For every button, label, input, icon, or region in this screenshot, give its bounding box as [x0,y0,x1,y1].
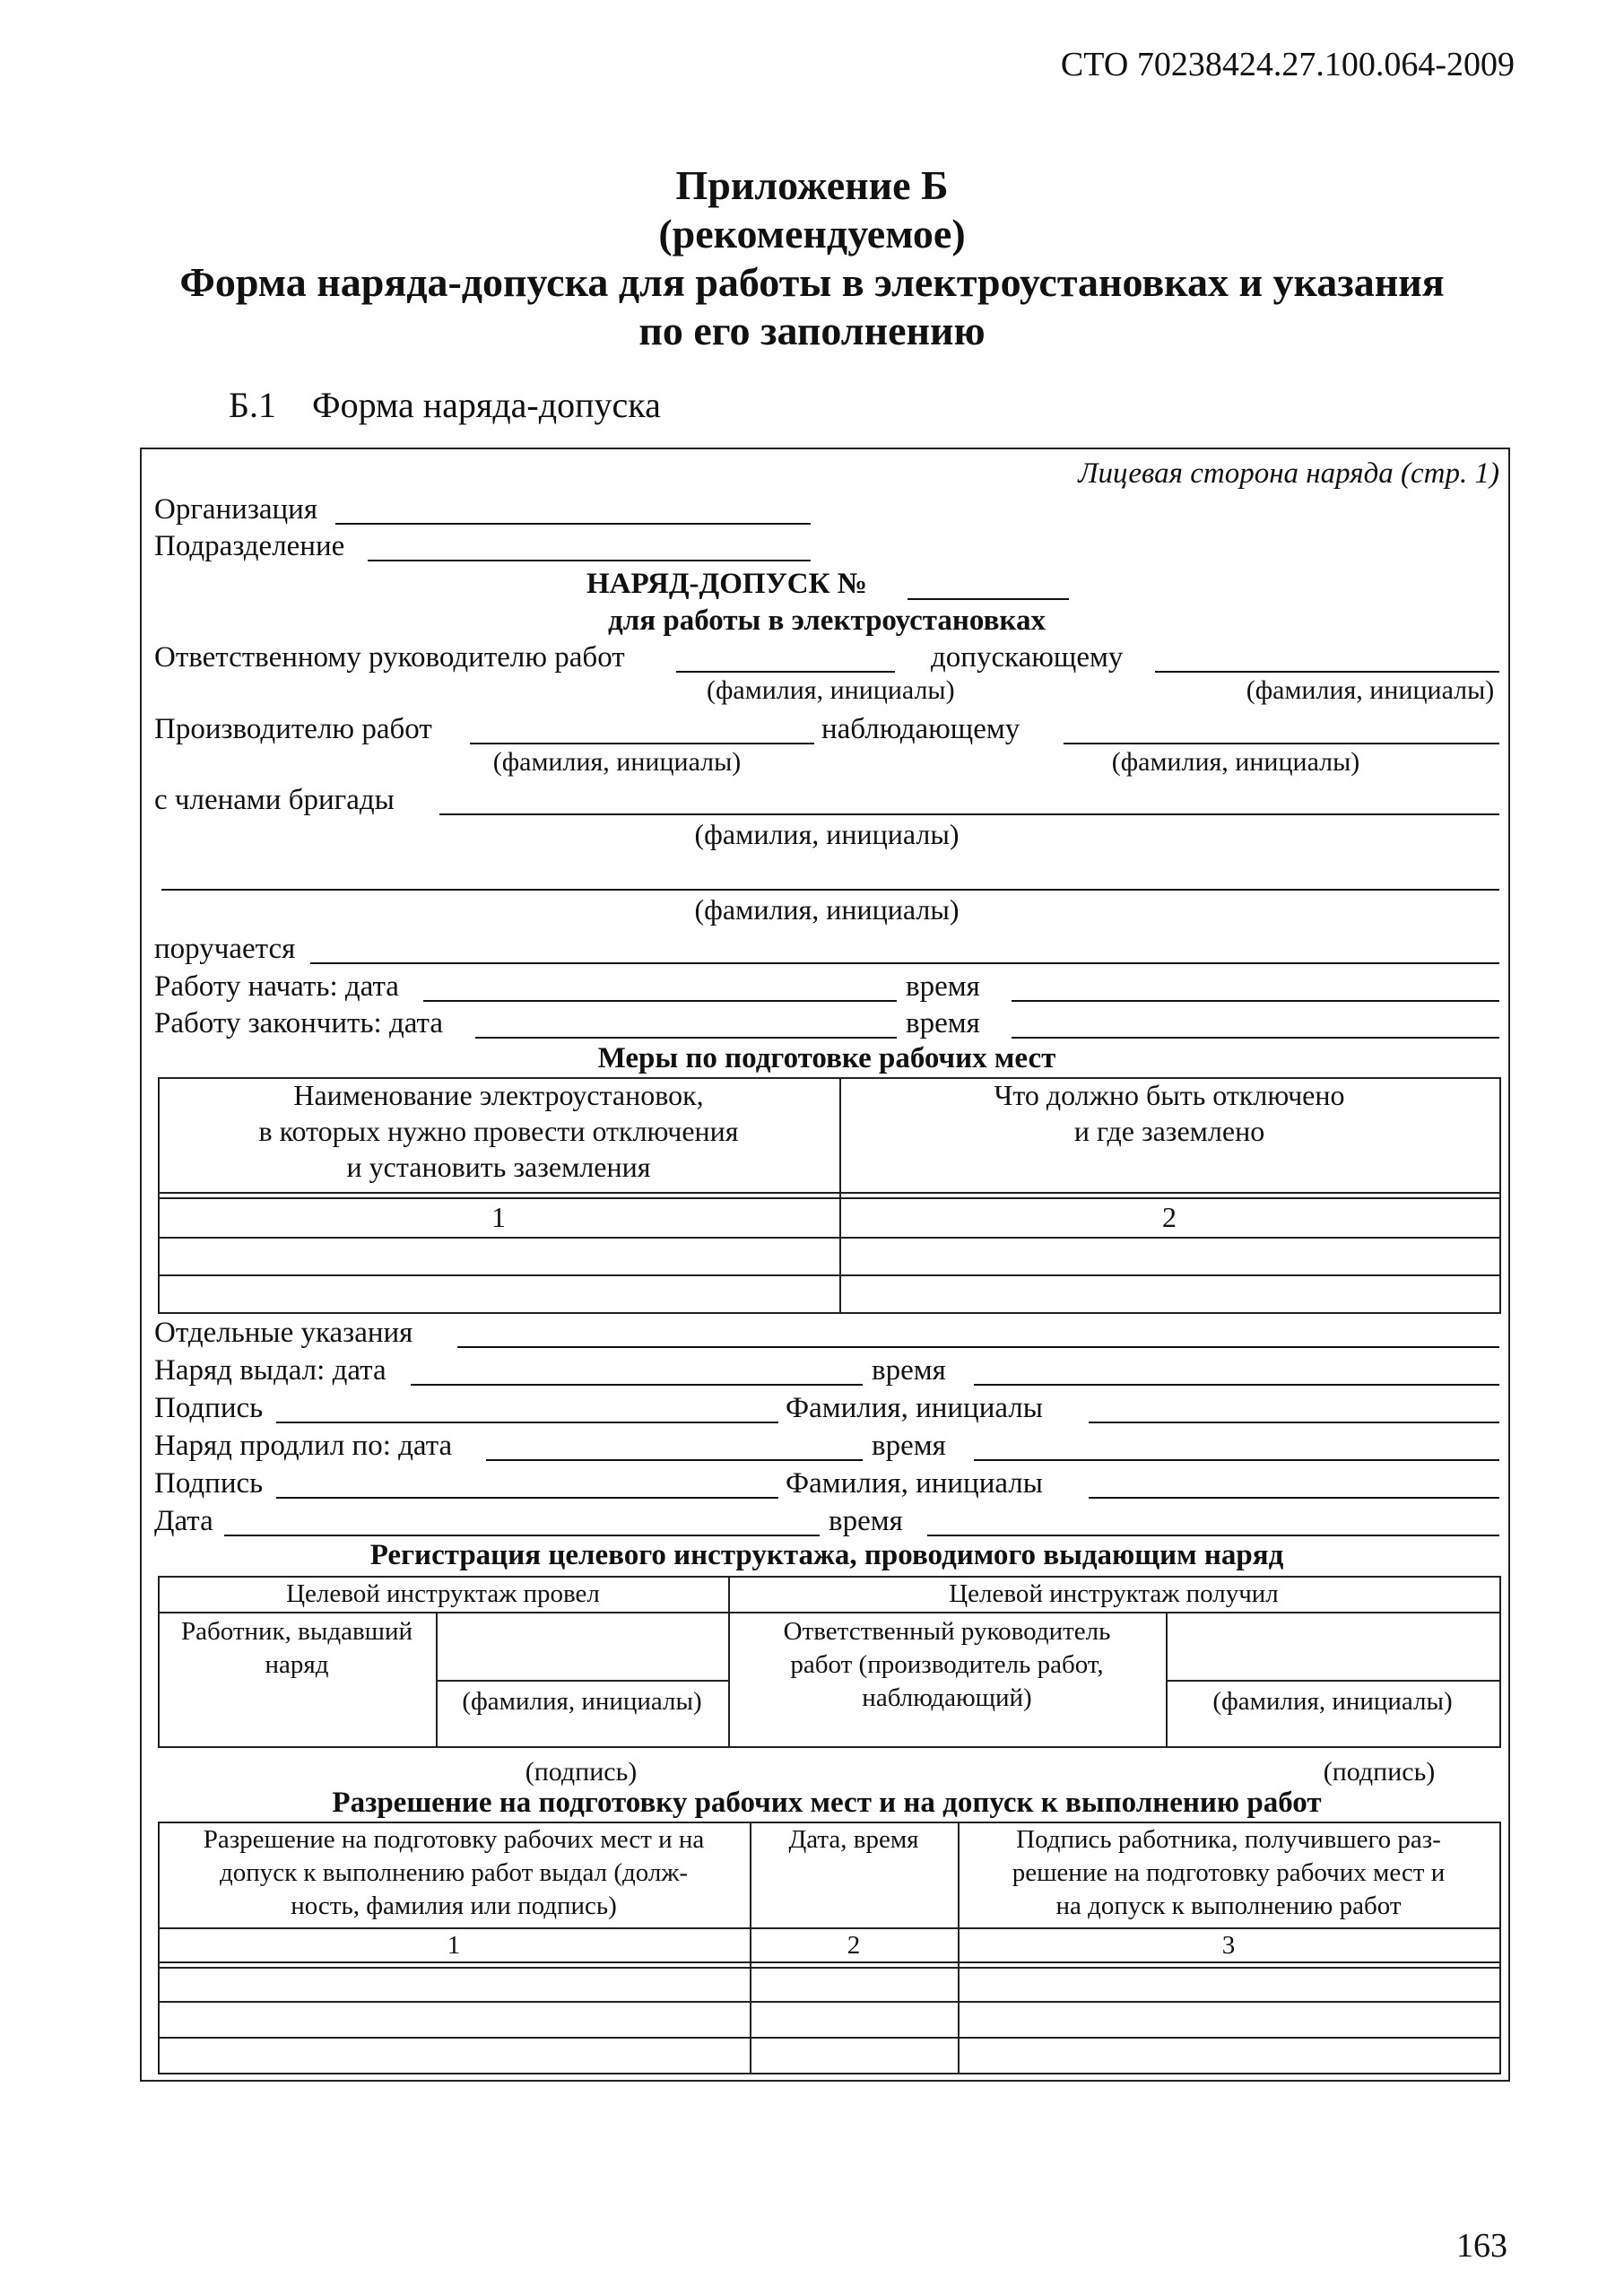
extended-date-field[interactable] [486,1459,863,1461]
measures-row-2-col2[interactable] [841,1276,1498,1310]
measures-table [158,1077,1501,1314]
measures-col1-header: Наименование электроустановок, в которых нужно провести отключения и установить заземления [258,1079,739,1183]
measures-row-2-col1[interactable] [160,1276,838,1310]
measures-title: Меры по подготовке рабочих мест [597,1042,1056,1074]
extended-name-label: Фамилия, инициалы [786,1467,1043,1500]
issued-name-label: Фамилия, инициалы [786,1392,1043,1424]
observer-field[interactable] [1064,743,1499,744]
assigned-field[interactable] [310,962,1499,964]
permission-col2-number: 2 [847,1931,861,1960]
permission-col1-header: Разрешение на подготовку рабочих мест и на допуск к выполнению работ выдал (долж- ность, фамилия или подпись) [203,1825,705,1920]
date-time-label: время [829,1505,903,1537]
start-time-field[interactable] [1012,1000,1499,1002]
extended-date-label: Наряд продлил по: дата [154,1430,453,1462]
special-instructions-field[interactable] [457,1346,1499,1348]
permission-row-3-col1[interactable] [160,2039,748,2071]
issued-date-field[interactable] [411,1384,863,1386]
issued-signature-label: Подпись [154,1392,264,1424]
permission-col2-header: Дата, время [788,1825,919,1854]
briefing-resp-signature-field[interactable] [1168,1613,1498,1678]
start-date-field[interactable] [423,1000,897,1002]
issued-time-label: время [872,1354,946,1387]
briefing-title: Регистрация целевого инструктажа, проводимого выдающим наряд [369,1539,1284,1571]
end-time-label: время [906,1007,980,1039]
crew-field-1[interactable] [439,813,1499,815]
assigned-label: поручается [154,933,296,965]
org-field[interactable] [335,523,811,525]
permission-row-3-col3[interactable] [960,2039,1498,2071]
permission-row-3-col2[interactable] [751,2039,956,2071]
date-field[interactable] [224,1535,820,1536]
special-instructions-label: Отдельные указания [154,1317,413,1349]
crew-label: с членами бригады [154,784,395,816]
briefing-conducted-header: Целевой инструктаж провел [286,1579,600,1608]
dept-label: Подразделение [154,530,345,562]
issued-date-label: Наряд выдал: дата [154,1354,386,1387]
title-line-1: Приложение Б [675,162,949,208]
extended-time-field[interactable] [974,1459,1499,1461]
title-line-3: Форма наряда-допуска для работы в электроустановках и указания [179,259,1445,305]
resp-manager-label: Ответственному руководителю работ [154,641,625,674]
briefing-issuer-fio-caption: (фамилия, инициалы) [462,1687,702,1716]
permit-number-field[interactable] [908,598,1069,600]
briefing-received-header: Целевой инструктаж получил [949,1579,1279,1608]
start-date-label: Работу начать: дата [154,970,399,1003]
section-heading [229,384,661,426]
extended-time-label: время [872,1430,946,1462]
permission-table [158,1822,1501,2074]
permission-col1-number: 1 [447,1931,461,1960]
measures-col1-number: 1 [491,1201,506,1233]
permission-row-2-col3[interactable] [960,2003,1498,2035]
fio-caption-crew-1: (фамилия, инициалы) [694,818,960,850]
page-number: 163 [1456,2227,1507,2265]
permission-title: Разрешение на подготовку рабочих мест и на допуск к выполнению работ [332,1787,1322,1819]
permission-row-2-col1[interactable] [160,2003,748,2035]
admitting-field[interactable] [1155,671,1499,673]
permission-col3-number: 3 [1221,1931,1236,1960]
work-producer-label: Производителю работ [154,713,432,745]
page-title [0,161,1624,355]
briefing-issuer-signature-field[interactable] [438,1613,726,1678]
briefing-issuer-label: Работник, выдавший наряд [180,1617,413,1679]
side-note: Лицевая сторона наряда (стр. 1) [1078,457,1499,490]
permit-form-frame [140,448,1510,2082]
permit-subtitle: для работы в электроустановках [608,604,1046,637]
section-label: Форма наряда-допуска [311,385,661,425]
measures-row-1-col2[interactable] [841,1239,1498,1273]
measures-row-1-col1[interactable] [160,1239,838,1273]
document-code: СТО 70238424.27.100.064-2009 [1060,46,1515,83]
measures-col2-header: Что должно быть отключено и где заземлено [994,1079,1345,1147]
date-time-field[interactable] [927,1535,1499,1536]
dept-field[interactable] [368,560,811,561]
admitting-label: допускающему [931,641,1124,674]
extended-signature-field[interactable] [276,1497,778,1499]
permission-row-1-col3[interactable] [960,1969,1498,1999]
measures-col2-number: 2 [1162,1201,1177,1233]
title-line-4: по его заполнению [638,308,986,353]
briefing-table [158,1576,1501,1748]
extended-signature-label: Подпись [154,1467,264,1500]
work-producer-field[interactable] [470,743,814,744]
issued-signature-field[interactable] [276,1422,778,1423]
date-label: Дата [154,1505,213,1537]
permission-row-2-col2[interactable] [751,2003,956,2035]
org-label: Организация [154,493,318,526]
permission-row-1-col2[interactable] [751,1969,956,1999]
permission-col3-header: Подпись работника, получившего раз- решение на подготовку рабочих мест и на допуск к выполнению работ [1012,1825,1446,1920]
permission-row-1-col1[interactable] [160,1969,748,1999]
end-date-field[interactable] [475,1037,897,1039]
briefing-issuer-signature-caption: (подпись) [525,1757,638,1787]
fio-caption-resp: (фамилия, инициалы) [707,675,955,705]
end-date-label: Работу закончить: дата [154,1007,443,1039]
fio-caption-admitting: (фамилия, инициалы) [1246,675,1495,705]
extended-name-field[interactable] [1089,1497,1499,1499]
fio-caption-producer: (фамилия, инициалы) [492,747,742,777]
start-time-label: время [906,970,980,1003]
resp-manager-field[interactable] [676,671,895,673]
issued-name-field[interactable] [1089,1422,1499,1423]
end-time-field[interactable] [1012,1037,1499,1039]
title-line-2: (рекомендуемое) [658,211,966,257]
crew-field-2[interactable] [161,889,1499,891]
fio-caption-observer: (фамилия, инициалы) [1111,747,1360,777]
section-number: Б.1 [229,385,276,425]
briefing-resp-signature-caption: (подпись) [1323,1757,1436,1787]
briefing-resp-fio-caption: (фамилия, инициалы) [1212,1687,1453,1716]
issued-time-field[interactable] [974,1384,1499,1386]
fio-caption-crew-2: (фамилия, инициалы) [694,893,960,926]
briefing-resp-label: Ответственный руководитель работ (производитель работ, наблюдающий) [783,1617,1111,1712]
observer-label: наблюдающему [821,713,1020,745]
permit-title: НАРЯД-ДОПУСК № [586,568,867,600]
